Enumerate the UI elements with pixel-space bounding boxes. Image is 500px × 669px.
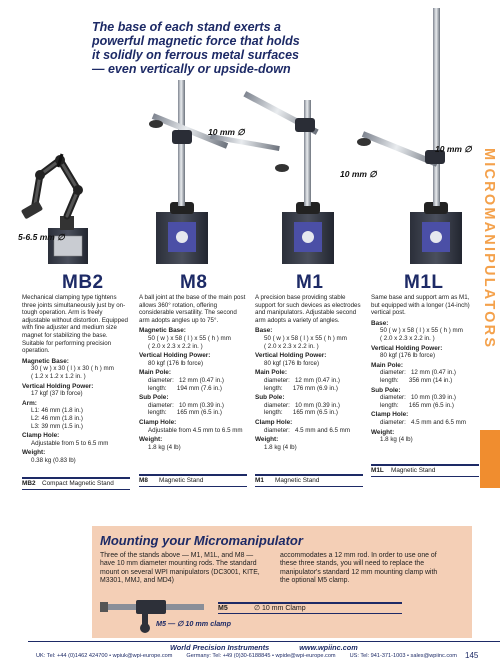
caption-text: Magnetic Stand (159, 477, 204, 484)
mb2-stand-image (21, 154, 88, 264)
spec-value: length: 194 mm (7.6 in.) (148, 384, 222, 392)
spec-label: Vertical Holding Power: (371, 344, 443, 352)
spec-value: 17 kgf (37 lb force) (31, 390, 83, 398)
page-number: 145 (465, 651, 479, 660)
footer-company (170, 643, 358, 652)
caption-text: Magnetic Stand (391, 467, 436, 474)
m1l-rod-dimension: 10 mm ∅ (435, 144, 472, 154)
spec-value: 1.8 kg (4 lb) (264, 443, 297, 451)
spec-value: diameter: 4.5 mm and 6.5 mm (380, 418, 466, 426)
mounting-text-left: Three of the stands above — M1, M1L, and M8 — have 10 mm diameter mounting rods. The standard mount on several WPI manipulators (DC3001, KITE, M3301, MMJ, and MD4) (100, 552, 260, 585)
spec-value: diameter: 10 mm (0.39 in.) (264, 401, 340, 409)
spec-value: Adjustable from 4.5 mm to 6.5 mm (148, 426, 243, 434)
spec-label: Weight: (255, 436, 279, 444)
m1-stand-image (243, 91, 334, 264)
spec-value: 80 kgf (176 lb force) (380, 352, 436, 360)
spec-label: Magnetic Base: (22, 357, 69, 365)
product-caption-mb2 (22, 477, 130, 490)
contact-us: US: Tel: 941-371-1003 • sales@wpiinc.com (349, 653, 457, 659)
m5-clamp-caption (218, 602, 402, 614)
spec-value: L3: 39 mm (1.5 in.) (31, 422, 83, 430)
contact-uk: UK: Tel: +44 (0)1462 424700 • wpiuk@wpi-europe.com (36, 653, 173, 659)
footer-divider (28, 641, 500, 642)
spec-value: 50 ( w ) x 58 ( l ) x 55 ( h ) mm (148, 334, 231, 342)
spec-label: Magnetic Base: (139, 327, 186, 335)
spec-label: Arm: (22, 399, 37, 407)
section-side-title: MICROMANIPULATORS (481, 148, 497, 350)
spec-value: length: 165 mm (6.5 in.) (264, 409, 338, 417)
spec-value: Adjustable from 5 to 6.5 mm (31, 439, 109, 447)
product-caption-m8 (139, 474, 247, 487)
spec-value: 30 ( w ) x 30 ( l ) x 30 ( h ) mm (31, 365, 114, 373)
m1-rod-dimension: 10 mm ∅ (340, 169, 377, 179)
spec-label: Main Pole: (139, 369, 171, 377)
headline-line: it solidly on ferrous metal surfaces (92, 48, 300, 62)
product-description: A precision base providing stable support for such devices as electrodes and manipulators. Adjustable second arm adopts a variety of angles. (255, 294, 361, 324)
spec-value: 50 ( w ) x 58 ( l ) x 55 ( h ) mm (380, 327, 463, 335)
footer-contacts (36, 653, 471, 659)
spec-value: ( 2.0 x 2.3 x 2.2 in. ) (380, 334, 435, 342)
m8-stand-image (149, 80, 280, 264)
spec-label: Sub Pole: (371, 386, 401, 394)
caption-text: ∅ 10 mm Clamp (254, 605, 306, 612)
spec-label: Sub Pole: (255, 394, 285, 402)
spec-value: 50 ( w ) x 58 ( l ) x 55 ( h ) mm (264, 334, 347, 342)
headline-line: powerful magnetic force that holds (92, 34, 300, 48)
product-description: Mechanical clamping type tightens three joints simultaneously just by on-tough operation. Arm is freely adjustable without distortion. Equipped with fine adjuster and medium size magnet for stabilizing the base. Suitable for performing precision operation. (22, 294, 128, 355)
mb2-clamp-dimension: 5-6.5 mm ∅ (18, 232, 65, 242)
spec-label: Weight: (22, 449, 46, 457)
spec-label: Main Pole: (371, 361, 403, 369)
spec-value: length: 165 mm (6.5 in.) (148, 409, 222, 417)
spec-value: 0.38 kg (0.83 lb) (31, 456, 76, 464)
m8-rod-dimension: 10 mm ∅ (208, 127, 245, 137)
spec-value: ( 2.0 x 2.3 x 2.2 in. ) (264, 342, 319, 350)
spec-value: 80 kgf (176 lb force) (264, 359, 320, 367)
product-column-m1l (371, 294, 479, 444)
spec-value: L1: 46 mm (1.8 in.) (31, 407, 83, 415)
caption-code: M5 (218, 605, 228, 612)
spec-label: Base: (371, 319, 389, 327)
headline-line: — even vertically or upside-down (92, 62, 291, 76)
spec-value: diameter: 10 mm (0.39 in.) (380, 394, 456, 402)
m1l-stand-image (357, 8, 462, 264)
spec-value: 1.8 kg (4 lb) (380, 436, 413, 444)
spec-value: length: 176 mm (6.9 in.) (264, 384, 338, 392)
spec-value: ( 2.0 x 2.3 x 2.2 in. ) (148, 342, 203, 350)
product-description: Same base and support arm as M1, but equipped with a longer (14-inch) vertical post. (371, 294, 470, 317)
spec-value: diameter: 4.5 mm and 6.5 mm (264, 426, 350, 434)
product-title-m1l: M1L (404, 272, 444, 293)
spec-value: 1.8 kg (4 lb) (148, 443, 181, 451)
spec-label: Main Pole: (255, 369, 287, 377)
spec-value: diameter: 12 mm (0.47 in.) (264, 376, 340, 384)
spec-value: diameter: 12 mm (0.47 in.) (148, 376, 224, 384)
spec-label: Sub Pole: (139, 394, 169, 402)
caption-code: MB2 (22, 480, 36, 487)
product-title-mb2: MB2 (62, 272, 104, 293)
spec-label: Weight: (139, 436, 163, 444)
magnetic-stands-illustration (0, 0, 500, 290)
company-name: World Precision Instruments (170, 643, 270, 652)
spec-value: diameter: 12 mm (0.47 in.) (380, 369, 456, 377)
spec-label: Clamp Hole: (371, 411, 409, 419)
mounting-title: Mounting your Micromanipulator (100, 533, 303, 548)
caption-code: M1L (371, 467, 384, 474)
product-caption-m1 (255, 474, 363, 487)
m5-clamp-image (96, 596, 216, 636)
caption-code: M8 (139, 477, 148, 484)
spec-label: Clamp Hole: (139, 418, 177, 426)
spec-value: 80 kgf (176 lb force) (148, 359, 204, 367)
spec-value: diameter: 10 mm (0.39 in.) (148, 401, 224, 409)
section-tab-marker (480, 430, 500, 488)
spec-label: Vertical Holding Power: (139, 352, 211, 360)
spec-label: Weight: (371, 428, 395, 436)
spec-value: ( 1.2 x 1.2 x 1.2 in. ) (31, 372, 86, 380)
spec-value: L2: 46 mm (1.8 in.) (31, 414, 83, 422)
spec-label: Vertical Holding Power: (22, 382, 94, 390)
mounting-text-right: accommodates a 12 mm rod. In order to use one of these three stands, you will need to replace the manipulator's standard 12 mm mounting clamp with the optional M5 clamp. (280, 552, 438, 585)
product-title-m8: M8 (180, 272, 208, 293)
caption-text: Compact Magnetic Stand (42, 480, 114, 487)
spec-label: Clamp Hole: (22, 432, 60, 440)
spec-label: Clamp Hole: (255, 418, 293, 426)
m5-clamp-label: M5 — ∅ 10 mm clamp (156, 619, 231, 628)
contact-germany: Germany: Tel: +49 (0)30-6188845 • wpide@wpi-europe.com (186, 653, 336, 659)
spec-value: length: 356 mm (14 in.) (380, 376, 453, 384)
product-description: A ball joint at the base of the main post allows 360° rotation, offering considerable versatility. The second arm adopts angles up to 75°. (139, 294, 246, 324)
spec-label: Base: (255, 327, 273, 335)
product-title-m1: M1 (296, 272, 324, 293)
website-link[interactable]: www.wpiinc.com (299, 643, 358, 652)
caption-text: Magnetic Stand (275, 477, 320, 484)
spec-value: length: 165 mm (6.5 in.) (380, 401, 454, 409)
product-caption-m1l (371, 464, 479, 477)
product-column-mb2 (22, 294, 130, 464)
caption-code: M1 (255, 477, 264, 484)
product-column-m1 (255, 294, 363, 451)
product-column-m8 (139, 294, 247, 451)
headline-line: The base of each stand exerts a (92, 20, 281, 34)
spec-label: Vertical Holding Power: (255, 352, 327, 360)
